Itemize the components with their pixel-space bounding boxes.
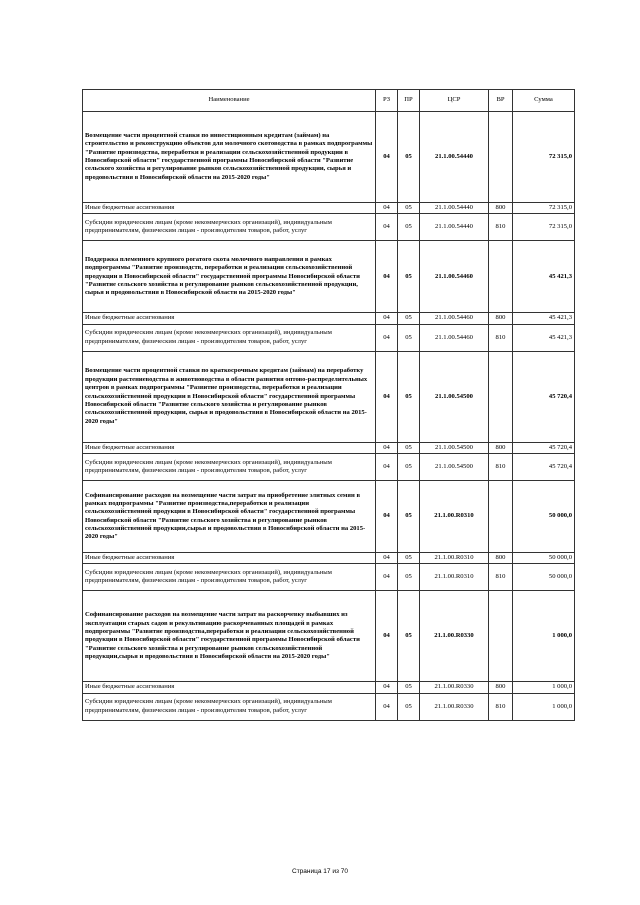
cell-pr: 05 [398,351,420,442]
cell-csr: 21.1.00.54460 [420,241,489,313]
cell-csr: 21.1.00.R0310 [420,553,489,564]
table-row [83,442,575,453]
cell-csr: 21.1.00.54460 [420,324,489,351]
table-row [83,564,575,591]
cell-rz: 04 [376,214,398,241]
cell-csr: 21.1.00.R0330 [420,591,489,682]
cell-pr: 05 [398,682,420,693]
table-row [83,682,575,693]
cell-vr [489,591,513,682]
cell-rz: 04 [376,553,398,564]
cell-pr: 05 [398,454,420,481]
cell-csr: 21.1.00.R0330 [420,693,489,720]
cell-pr: 05 [398,214,420,241]
cell-sum: 72 315,0 [513,203,575,214]
cell-pr: 05 [398,203,420,214]
table-row [83,214,575,241]
cell-name: Возмещение части процентной ставки по инвестиционным кредитам (займам) на строительство и реконструкцию объектов для молочного скотоводства в рамках подпрограммы "Развитие производства, переработки и реализации сельскохозяйственной продукции в Новосибирской области" государственной программы Новосибирской области "Развитие сельского хозяйства и регулирование рынков сельскохозяйственной продукции, сырья и продовольствия в Новосибирской области на 2015-2020 годы" [83,112,376,203]
cell-sum: 45 720,4 [513,442,575,453]
table-row [83,454,575,481]
cell-sum: 72 315,0 [513,214,575,241]
header-name: Наименование [83,90,376,112]
cell-name: Софинансирование расходов на возмещение части затрат на приобретение элитных семян в рамках подпрограммы "Развитие производства,переработки и реализации сельскохозяйственной продукции в Новосибирской области" государственной программы Новосибирской области "Развитие сельского хозяйства и регулирование рынков сельскохозяйственной продукции,сырья и продовольствия в Новосибирской области на 2015-2020 годы" [83,481,376,553]
cell-csr: 21.1.00.54500 [420,351,489,442]
cell-name: Субсидии юридическим лицам (кроме некоммерческих организаций), индивидуальным предпринимателям, физическим лицам - производителям товаров, работ, услуг [83,214,376,241]
cell-rz: 04 [376,682,398,693]
cell-vr: 800 [489,203,513,214]
table-row [83,112,575,203]
budget-table [82,89,575,721]
cell-name: Поддержка племенного крупного рогатого скота молочного направления в рамках подпрограммы "Развитие производств, переработки и реализации сельскохозяйственной продукции в Новосибирской области" государственной программы Новосибирской области "Развитие сельского хозяйства и регулирование рынков сельскохозяйственной продукции, сырья и продовольствия в Новосибирской области на 2015-2020 годы" [83,241,376,313]
cell-rz: 04 [376,442,398,453]
table-row [83,553,575,564]
cell-rz: 04 [376,591,398,682]
cell-sum: 45 421,3 [513,324,575,351]
table-row [83,693,575,720]
header-vr: ВР [489,90,513,112]
header-rz: РЗ [376,90,398,112]
cell-name: Иные бюджетные ассигнования [83,203,376,214]
cell-sum: 45 421,3 [513,313,575,324]
cell-name: Иные бюджетные ассигнования [83,682,376,693]
cell-name: Иные бюджетные ассигнования [83,313,376,324]
table-row [83,591,575,682]
cell-rz: 04 [376,564,398,591]
cell-rz: 04 [376,351,398,442]
cell-csr: 21.1.00.54500 [420,442,489,453]
cell-vr: 810 [489,324,513,351]
cell-rz: 04 [376,324,398,351]
cell-name: Софинансирование расходов на возмещение части затрат на раскорчевку выбывших из эксплуатации старых садов и рекультивацию раскорчеванных площадей в рамках подпрограммы "Развитие производства,переработки и реализации сельскохозяйственной продукции в Новосибирской области" государственной программы Новосибирской области "Развитие сельского хозяйства и регулирование рынков сельскохозяйственной продукции,сырья и продовольствия в Новосибирской области на 2015-2020 годы" [83,591,376,682]
table-row [83,203,575,214]
cell-pr: 05 [398,591,420,682]
header-pr: ПР [398,90,420,112]
cell-csr: 21.1.00.54440 [420,112,489,203]
page-footer: Страница 17 из 70 [292,868,348,875]
cell-sum: 72 315,0 [513,112,575,203]
table-header-row [83,90,575,112]
cell-sum: 1 000,0 [513,591,575,682]
cell-vr [489,481,513,553]
cell-sum: 50 000,0 [513,553,575,564]
cell-csr: 21.1.00.54440 [420,214,489,241]
cell-sum: 50 000,0 [513,564,575,591]
cell-pr: 05 [398,313,420,324]
cell-vr: 810 [489,454,513,481]
header-sum: Сумма [513,90,575,112]
table-row [83,324,575,351]
cell-vr: 800 [489,313,513,324]
cell-sum: 45 720,4 [513,351,575,442]
cell-csr: 21.1.00.R0330 [420,682,489,693]
cell-pr: 05 [398,564,420,591]
cell-rz: 04 [376,481,398,553]
cell-csr: 21.1.00.R0310 [420,564,489,591]
cell-sum: 50 000,0 [513,481,575,553]
cell-sum: 1 000,0 [513,682,575,693]
cell-rz: 04 [376,313,398,324]
cell-name: Возмещение части процентной ставки по краткосрочным кредитам (займам) на переработку продукции растениеводства и животноводства в области развития оптово-распределительных центров в рамках подпрограммы "Развитие производства, переработки и реализации сельскохозяйственной продукции в Новосибирской области" государственной программы Новосибирской области "Развитие сельского хозяйства и регулирование рынков сельскохозяйственной продукции, сырья и продовольствия в Новосибирской области на 2015-2020 годы" [83,351,376,442]
cell-name: Субсидии юридическим лицам (кроме некоммерческих организаций), индивидуальным предпринимателям, физическим лицам - производителям товаров, работ, услуг [83,454,376,481]
cell-pr: 05 [398,442,420,453]
header-csr: ЦСР [420,90,489,112]
cell-sum: 45 720,4 [513,454,575,481]
cell-pr: 05 [398,324,420,351]
table-row [83,241,575,313]
table-row [83,351,575,442]
cell-vr: 810 [489,214,513,241]
cell-name: Иные бюджетные ассигнования [83,442,376,453]
cell-pr: 05 [398,693,420,720]
cell-name: Субсидии юридическим лицам (кроме некоммерческих организаций), индивидуальным предпринимателям, физическим лицам - производителям товаров, работ, услуг [83,693,376,720]
cell-rz: 04 [376,454,398,481]
cell-vr [489,112,513,203]
cell-vr [489,241,513,313]
table-body [83,90,575,721]
cell-vr: 800 [489,442,513,453]
cell-csr: 21.1.00.54500 [420,454,489,481]
cell-sum: 1 000,0 [513,693,575,720]
cell-csr: 21.1.00.54460 [420,313,489,324]
cell-vr: 800 [489,553,513,564]
cell-name: Иные бюджетные ассигнования [83,553,376,564]
cell-name: Субсидии юридическим лицам (кроме некоммерческих организаций), индивидуальным предпринимателям, физическим лицам - производителям товаров, работ, услуг [83,324,376,351]
cell-vr: 800 [489,682,513,693]
cell-csr: 21.1.00.R0310 [420,481,489,553]
cell-rz: 04 [376,693,398,720]
cell-pr: 05 [398,241,420,313]
table-row [83,313,575,324]
cell-vr: 810 [489,693,513,720]
cell-pr: 05 [398,553,420,564]
cell-vr [489,351,513,442]
cell-pr: 05 [398,481,420,553]
cell-name: Субсидии юридическим лицам (кроме некоммерческих организаций), индивидуальным предпринимателям, физическим лицам - производителям товаров, работ, услуг [83,564,376,591]
cell-sum: 45 421,3 [513,241,575,313]
table-row [83,481,575,553]
cell-pr: 05 [398,112,420,203]
cell-vr: 810 [489,564,513,591]
cell-csr: 21.1.00.54440 [420,203,489,214]
cell-rz: 04 [376,112,398,203]
cell-rz: 04 [376,241,398,313]
cell-rz: 04 [376,203,398,214]
